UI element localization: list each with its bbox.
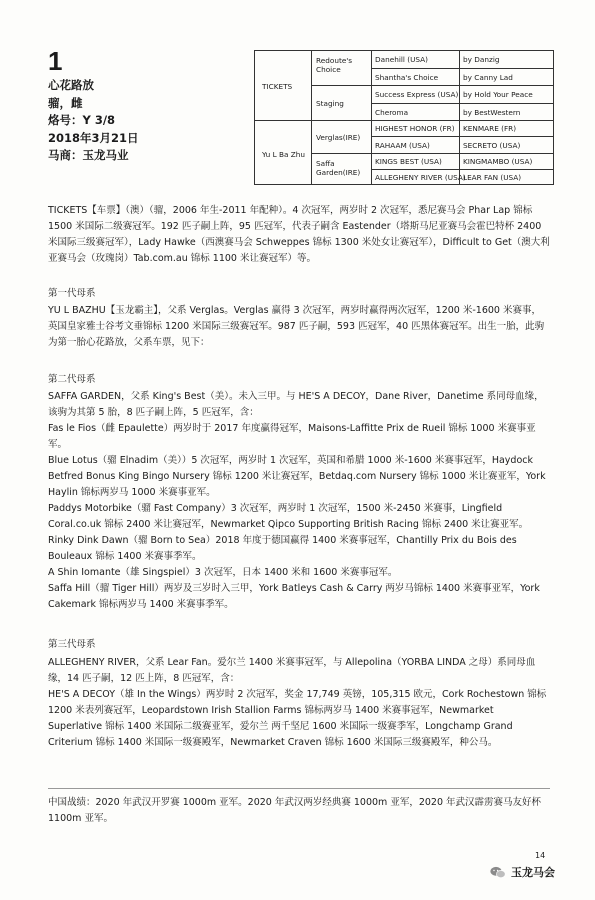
horse-sex: 骝，雌: [48, 95, 83, 110]
first-generation-paragraph: [48, 303, 550, 351]
second-gen-line: SAFFA GARDEN，父系 King's Best（美）。未入三甲。与 HE'S A DECOY，Dane River，Danetime 系同母血缘，该驹为其第 5 胎，8 匹子嗣上阵，5 匹冠军，含：: [48, 391, 544, 418]
breeder: 马商：玉龙马业: [48, 148, 129, 162]
second-generation-title: 第二代母系: [48, 374, 96, 385]
ped-sd-d: Cheroma: [375, 108, 409, 117]
horse-header: [48, 48, 248, 165]
ped-dd-s-sire: KINGMAMBO (USA): [463, 157, 533, 166]
footer-logo: [490, 864, 555, 880]
ped-sd-s-sire: by Hold Your Peace: [463, 90, 533, 99]
china-record: [48, 795, 550, 827]
ped-sd-d-sire: by BestWestern: [463, 108, 521, 117]
ped-ds-s-sire: KENMARE (FR): [463, 124, 517, 133]
ped-sd-s: Success Express (USA): [375, 90, 459, 99]
ped-dd-s: KINGS BEST (USA): [375, 157, 442, 166]
first-generation-text: YU L BAZHU【玉龙霸主】，父系 Verglas。Verglas 赢得 3 次冠军，两岁时赢得两次冠军，1200 米-1600 米赛事，英国皇家雅士谷考文垂锦标 1200 米国际三级赛冠军。987 匹子嗣，593 匹冠军，40 匹黑体赛冠军。出生一胎，此驹为第一胎心花路放，父系车票，见下：: [48, 305, 545, 348]
ped-dd-d-sire: LEAR FAN (USA): [463, 173, 522, 182]
ped-sire: TICKETS: [262, 82, 293, 91]
logo-text: 玉龙马会: [511, 866, 555, 879]
third-gen-line: HE'S A DECOY（雄 In the Wings）两岁时 2 次冠军，奖金 17,749 英镑，105,315 欧元，Cork Rochestown 锦标 1200 米表列赛冠军，Leopardstown Irish Stallion Farms 锦标两岁马 1400 米赛事冠军，Newmarket Superlative 锦标 1400 米国际二级赛亚军，爱尔兰 两千坚尼 1600 米国际一级赛季军，Longchamp Grand Criterium 锦标 1400 米国际一级赛殿军，Newmarket Craven 锦标 1600 米国际三级赛殿军，种公马。: [48, 689, 547, 748]
pedigree-table: [254, 50, 554, 185]
third-gen-line: ALLEGHENY RIVER，父系 Lear Fan。爱尔兰 1400 米赛事冠军，与 Allepolina（YORBA LINDA 之母）系同母血缘，14 匹子嗣，12 匹上阵，8 匹冠军，含：: [48, 657, 536, 684]
ped-dam-sire: Verglas(IRE): [316, 133, 361, 142]
china-record-text: 中国战绩：2020 年武汉开罗赛 1000m 亚军。2020 年武汉两岁经典赛 1000m 亚军，2020 年武汉霹雳赛马友好杯 1100m 亚军。: [48, 797, 542, 824]
second-gen-line: Paddys Motorbike（骝 Fast Company）3 次冠军，两岁时 1 次冠军，1500 米-2450 米赛事，Lingfield Coral.co.uk 锦标 2400 米让赛冠军，Newmarket Qipco Supporting British Racing 锦标 2400 米让赛亚军。: [48, 503, 529, 530]
sire-paragraph: [48, 203, 550, 267]
second-gen-line: Rinky Dink Dawn（骝 Born to Sea）2018 年度于德国赢得 1400 米赛事冠军，Chantilly Prix du Bois des Bouleaux 锦标 1400 米赛事季军。: [48, 535, 517, 562]
first-generation-title: 第一代母系: [48, 288, 96, 299]
page-number: 14: [535, 851, 546, 860]
ped-ss-d-sire: by Canny Lad: [463, 73, 513, 82]
ped-ss-s-sire: by Danzig: [463, 55, 500, 64]
second-generation-block: [48, 389, 550, 613]
ped-ss-s: Danehill (USA): [375, 55, 429, 64]
ped-sire-sire: Redoute's Choice: [316, 56, 353, 74]
lot-number: 1: [48, 46, 63, 76]
third-generation-block: [48, 655, 550, 751]
third-generation-title: 第三代母系: [48, 639, 96, 650]
second-gen-line: Saffa Hill（骝 Tiger Hill）两岁及三岁时入三甲，York Batleys Cash & Carry 两岁马锦标 1400 米赛事亚军，York Cakemark 锦标两岁马 1400 米赛事季军。: [48, 583, 540, 610]
brand-mark: 烙号：Y 3/8: [48, 113, 116, 127]
ped-dd-d: ALLEGHENY RIVER (USA): [375, 173, 466, 182]
ped-ds-d: RAHAAM (USA): [375, 141, 430, 150]
second-gen-line: Blue Lotus（骝 Elnadim（美））5 次冠军，两岁时 1 次冠军，英国和希腊 1000 米-1600 米赛事冠军，Haydock Betfred Bonus King Bingo Nursery 锦标 1200 米让赛冠军，Betdaq.com Nursery 锦标 1000 米让赛亚军，York Haylin 锦标两岁马 1000 米赛事亚军。: [48, 455, 546, 498]
ped-ds-d-sire: SECRETO (USA): [463, 141, 521, 150]
second-gen-line: Fas le Fios（雌 Epaulette）两岁时于 2017 年度赢得冠军，Maisons-Laffitte Prix de Rueil 锦标 1000 米赛事亚军。: [48, 423, 536, 450]
wechat-icon: [490, 866, 506, 879]
birth-date: 2018年3月21日: [48, 130, 139, 145]
ped-sire-dam: Staging: [316, 99, 344, 108]
ped-ds-s: HIGHEST HONOR (FR): [375, 124, 455, 133]
ped-dam-dam: Saffa Garden(IRE): [316, 159, 361, 177]
horse-name: 心花路放: [48, 78, 94, 92]
ped-dam: Yu L Ba Zhu: [262, 150, 305, 159]
ped-ss-d: Shantha's Choice: [375, 73, 439, 82]
second-gen-line: A Shin Iomante（雄 Singspiel）3 次冠军，日本 1400 米和 1600 米赛事冠军。: [48, 567, 398, 578]
divider: [48, 788, 550, 789]
sire-text: TICKETS【车票】（澳）（骝，2006 年生-2011 年配种）。4 次冠军，两岁时 2 次冠军，悉尼赛马会 Phar Lap 锦标 1500 米国际二级赛冠军。192 匹子嗣上阵，95 匹冠军，代表子嗣含 Eastender（塔斯马尼亚赛马会霍巴特杯 2400 米国际三级赛冠军），Lady Hawke（西澳赛马会 Schweppes 锦标 1300 米处女让赛冠军），Difficult to Get（澳大利亚赛马会（玫瑰岗）Tab.com.au 锦标 1100 米让赛冠军）等。: [48, 205, 550, 264]
